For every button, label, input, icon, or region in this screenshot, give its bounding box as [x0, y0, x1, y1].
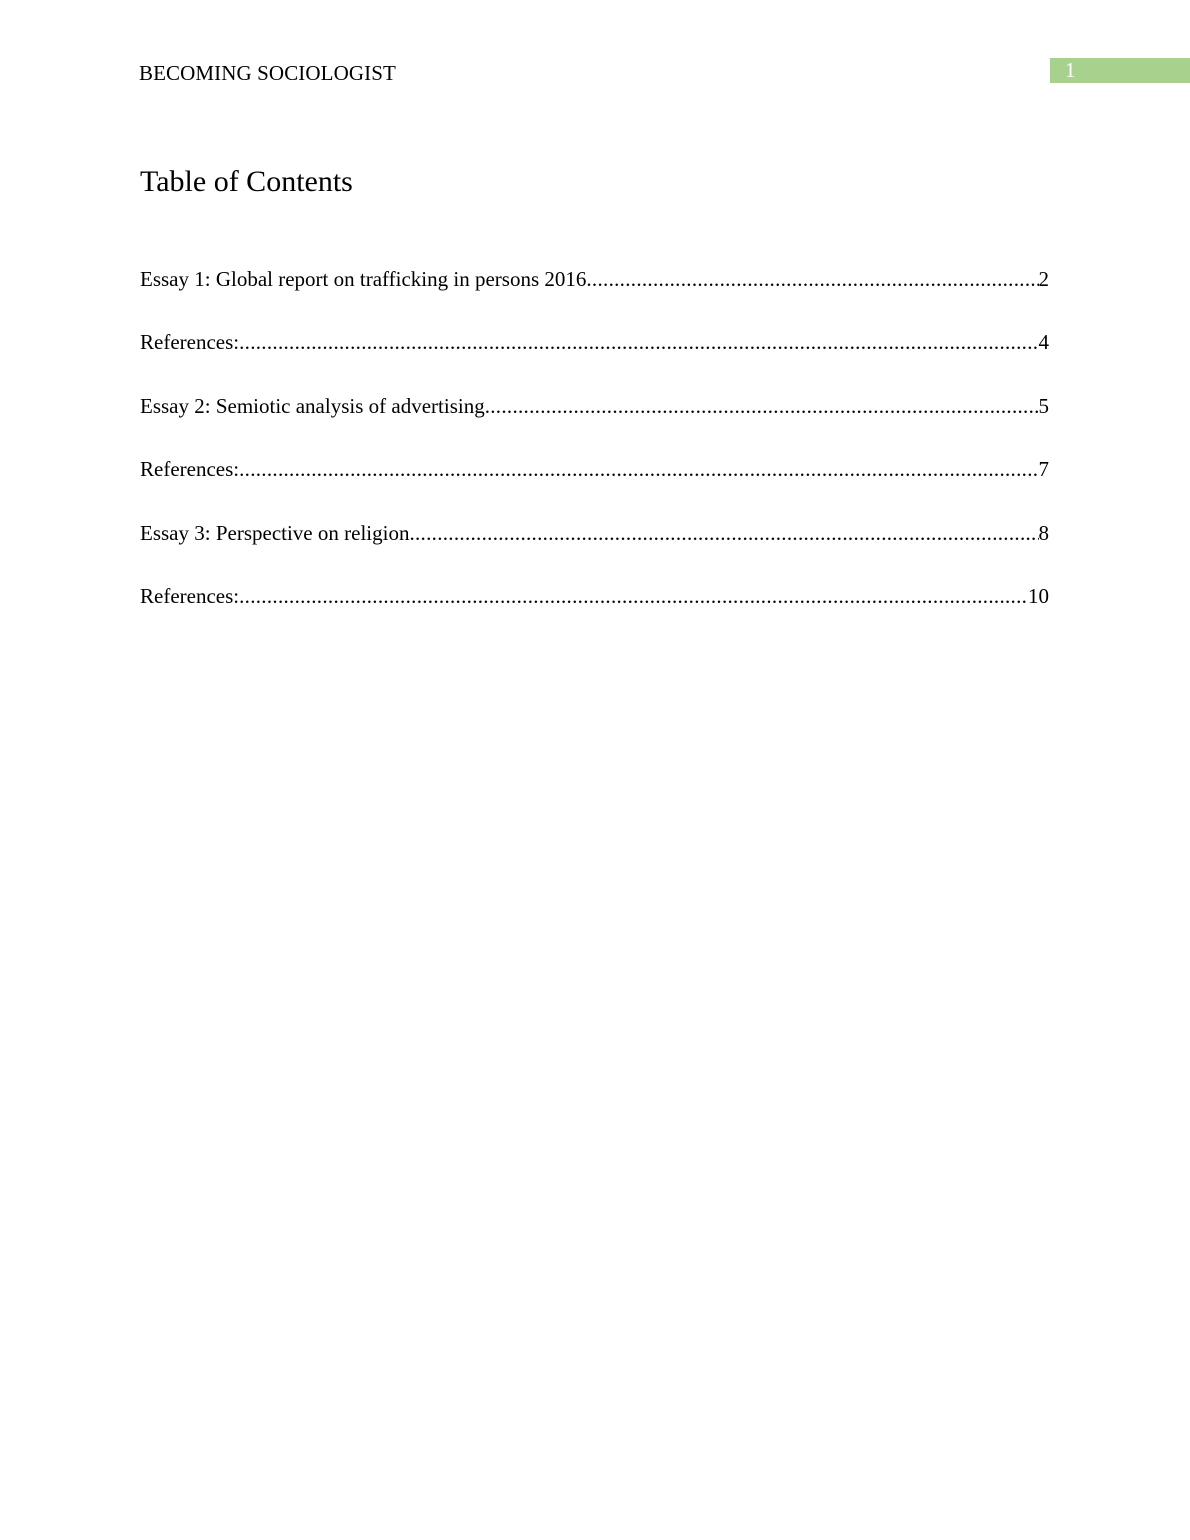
toc-entry-text: Essay 2: Semiotic analysis of advertising: [140, 393, 485, 418]
toc-dot-leader: [239, 582, 1028, 610]
toc-list: [140, 265, 1049, 645]
page-number-badge: 1: [1050, 58, 1190, 83]
toc-entry-page: 5: [1038, 393, 1049, 418]
toc-title: Table of Contents: [140, 165, 353, 198]
toc-entry-essay-2[interactable]: [140, 392, 1049, 455]
toc-dot-leader: [239, 328, 1038, 356]
toc-entry-text: References:: [140, 583, 240, 608]
toc-entry-text: Essay 1: Global report on trafficking in persons 2016: [140, 267, 587, 291]
toc-entry-page: 8: [1038, 520, 1049, 545]
running-head: BECOMING SOCIOLOGIST: [139, 61, 396, 85]
toc-dot-leader: [485, 392, 1039, 420]
toc-entry-page: 10: [1028, 583, 1049, 608]
toc-entry-essay-3[interactable]: [140, 519, 1049, 582]
toc-entry-page: 4: [1038, 330, 1049, 355]
toc-entry-references-2[interactable]: [140, 455, 1049, 518]
toc-dot-leader: [239, 455, 1038, 483]
toc-dot-leader: [586, 265, 1038, 293]
toc-entry-page: 2: [1038, 267, 1049, 291]
toc-entry-text: Essay 3: Perspective on religion: [140, 520, 410, 545]
toc-dot-leader: [409, 519, 1038, 547]
toc-entry-page: 7: [1038, 457, 1049, 482]
toc-entry-essay-1[interactable]: [140, 265, 1049, 328]
toc-entry-references-3[interactable]: [140, 582, 1049, 645]
toc-entry-references-1[interactable]: [140, 328, 1049, 391]
toc-entry-text: References:: [140, 457, 240, 482]
toc-entry-text: References:: [140, 330, 240, 355]
